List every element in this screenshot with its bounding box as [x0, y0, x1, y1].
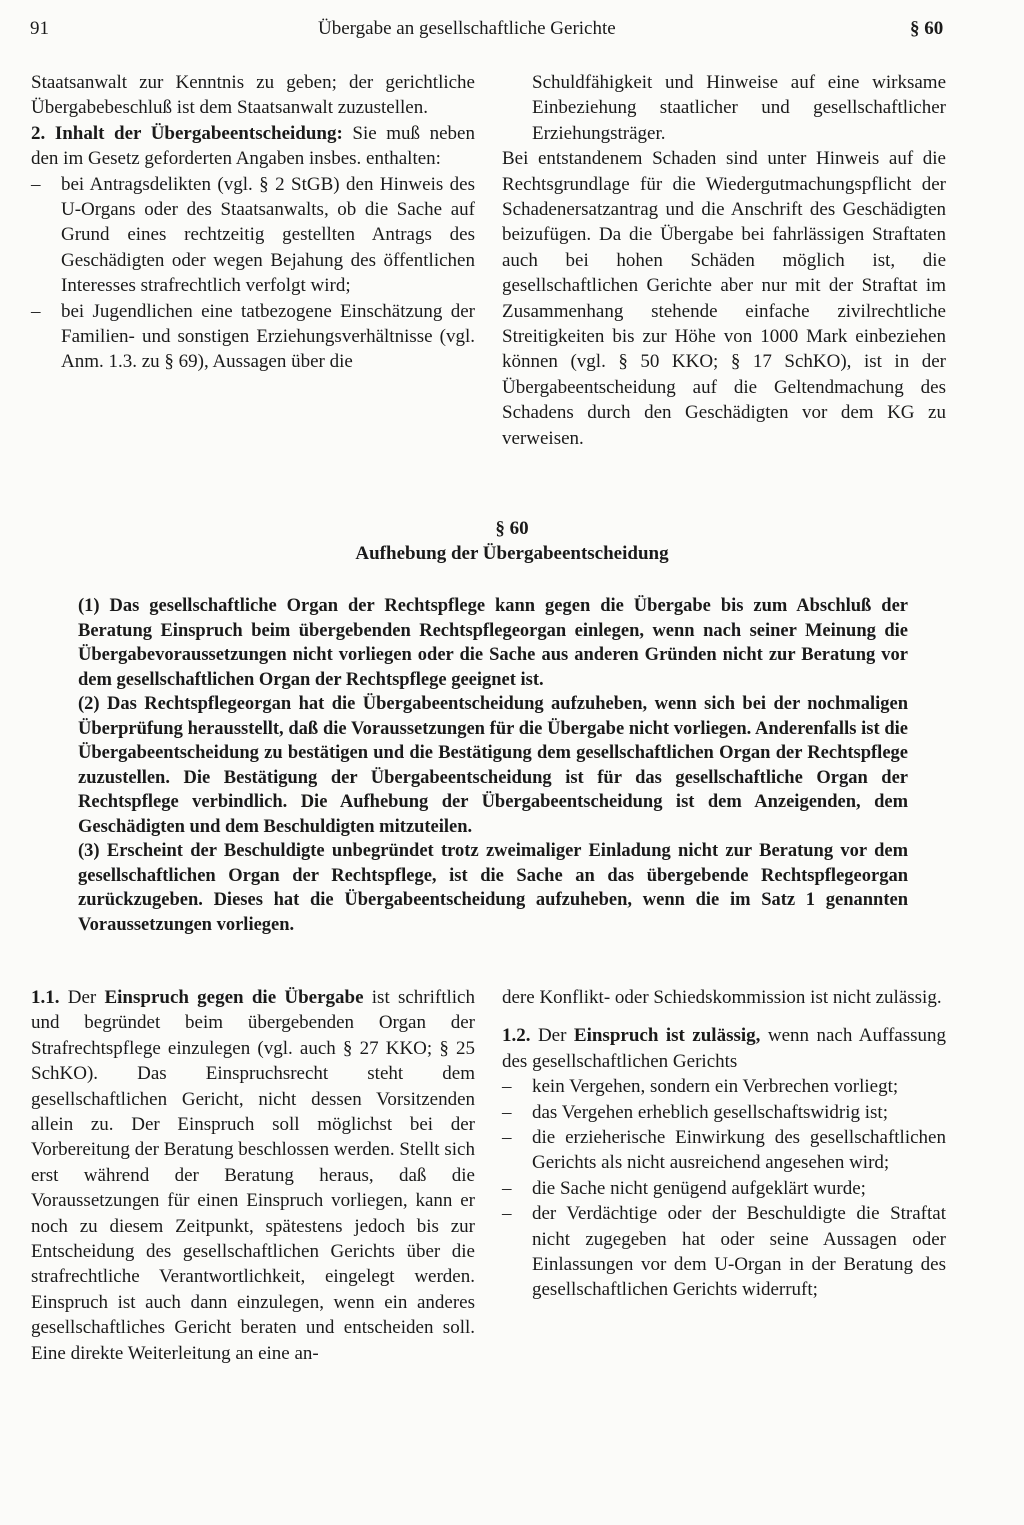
list-item — [502, 1176, 946, 1201]
dash-marker: – — [502, 1127, 512, 1149]
left-column-bottom — [31, 985, 475, 1366]
annotation-number: 1.1. — [31, 987, 60, 1008]
list-item — [502, 1125, 946, 1176]
page-header — [0, 18, 1024, 52]
paragraph — [31, 121, 475, 172]
dash-marker: – — [31, 300, 41, 322]
dash-marker: – — [502, 1203, 512, 1225]
right-column-top — [502, 70, 946, 451]
list-item-text: bei Antragsdelikten (vgl. § 2 StGB) den Hinweis des U-Organs oder des Staatsanwalts, ob die Sache auf Grund eines rechtzeitig gestellten Antrags des Geschädigten oder wegen Bejahung des öffentlichen Interesses strafrechtlich verfolgt wird; — [61, 173, 475, 297]
dash-marker: – — [502, 1177, 512, 1199]
section-marker: § 60 — [910, 18, 944, 39]
law-paragraph-2: (2) Das Rechtspflegeorgan hat die Übergabeentscheidung aufzuheben, wenn sich bei der nochmaligen Überprüfung herausstellt, daß die Voraussetzungen für die Übergabe nicht vorliegen. Anderenfalls ist die Übergabeentscheidung zu bestätigen und die Bestätigung dem gesellschaftlichen Organ der Rechtspflege zuzustellen. Die Bestätigung der Übergabeentscheidung ist für das gesellschaftliche Organ der Rechtspflege verbindlich. Die Aufhebung der Übergabeentscheidung ist dem Anzeigenden, dem Geschädigten und dem Beschuldigten mitzuteilen. — [78, 694, 908, 837]
list-item — [502, 1100, 946, 1125]
dash-marker: – — [502, 1076, 512, 1098]
law-section-number: § 60 — [495, 518, 529, 539]
annotation-1-2 — [502, 1023, 946, 1074]
law-paragraph-3: (3) Erscheint der Beschuldigte unbegründet trotz zweimaliger Einladung nicht zur Beratung vor dem gesellschaftlichen Organ der Rechtspflege, ist die Sache an das übergebende Rechtspflegeorgan zurückzugeben. Dieses hat die Übergabeentscheidung aufzuheben, wenn die im Satz 1 genannten Voraussetzungen vorliegen. — [78, 841, 908, 935]
list-item-text: die erzieherische Einwirkung des gesellschaftlichen Gerichts als nicht ausreichend angesehen wird; — [532, 1127, 946, 1174]
law-section-title: Aufhebung der Übergabeentscheidung — [355, 543, 669, 564]
paragraph: Schuldfähigkeit und Hinweise auf eine wirksame Einbeziehung staatlicher und gesellschaftlicher Erziehungsträger. — [532, 72, 946, 144]
annotation-text: wenn nach Auffassung des gesellschaftlichen Gerichts — [502, 1025, 947, 1072]
running-title: Übergabe an gesellschaftliche Gerichte — [318, 18, 616, 39]
annotation-text: Der — [59, 987, 105, 1008]
annotation-number: 1.2. — [502, 1025, 531, 1047]
list-item-text: bei Jugendlichen eine tatbezogene Einschätzung der Familien- und sonstigen Erziehungsverhältnisse (vgl. Anm. 1.3. zu § 69), Aussagen über die — [61, 300, 475, 373]
page-number: 91 — [30, 18, 49, 39]
annotation-text: ist schriftlich und begründet beim übergebenden Organ der Strafrechtspflege einzulegen (vgl. auch § 27 KKO; § 25 SchKO). Das Einspruchsrecht steht dem gesellschaftlichen Gericht, nicht dessen Vorsitzenden allein zu. Der Einspruch soll möglichst bei der Vorbereitung der Beratung beschlossen werden. Stellt sich erst während der Beratung heraus, daß die Voraussetzungen für einen Einspruch vorliegen, kann er noch zu diesem Zeitpunkt, spätestens jedoch bis zur Entscheidung des gesellschaftlichen Gerichts über die strafrechtliche Verantwortlichkeit, eingelegt werden. Einspruch ist auch dann einzulegen, wenn ein anderes gesellschaftliches Gericht beraten und entscheiden soll. Eine direkte Weiterleitung an eine an- — [31, 987, 475, 1364]
list-item-text: das Vergehen erheblich gesellschaftswidrig ist; — [532, 1101, 888, 1123]
list-item-text: der Verdächtige oder der Beschuldigte die Straftat nicht zugegeben hat oder seine Aussagen oder Einlassungen vor dem U-Organ in der Beratung des gesellschaftlichen Gerichts widerruft; — [532, 1203, 946, 1301]
dash-marker: – — [502, 1101, 512, 1123]
bold-heading: 2. Inhalt der Übergabeentscheidung: — [31, 122, 343, 144]
list-item-text: die Sache nicht genügend aufgeklärt wurde; — [532, 1177, 866, 1199]
list-item — [502, 1201, 946, 1303]
paragraph: Bei entstandenem Schaden sind unter Hinweis auf die Rechtsgrundlage für die Wiedergutmachungspflicht der Schadenersatzantrag und die Anschrift des Geschädigten beizufügen. Da die Übergabe bei fahrlässigen Straftaten auch bei hohen Schäden möglich ist, die gesellschaftlichen Gerichte aber nur mit der Straftat im Zusammenhang stehende einfache zivilrechtliche Streitigkeiten bis zur Höhe von 1000 Mark einbeziehen können (vgl. § 50 KKO; § 17 SchKO), ist in der Übergabeentscheidung auf die Geltendmachung des Schadens durch den Geschädigten vor dem KG zu verweisen. — [502, 148, 946, 449]
list-item — [502, 1074, 946, 1099]
annotation-keyword: Einspruch ist zulässig, — [573, 1025, 761, 1047]
annotation-1-1 — [31, 985, 475, 1366]
list-item — [31, 172, 475, 299]
annotation-keyword: Einspruch gegen die Übergabe — [104, 987, 364, 1008]
paragraph: dere Konflikt- oder Schiedskommission ist nicht zulässig. — [502, 987, 942, 1008]
paragraph: Staatsanwalt zur Kenntnis zu geben; der gerichtliche Übergabebeschluß ist dem Staatsanwalt zuzustellen. — [31, 72, 475, 119]
dash-marker: – — [31, 173, 41, 195]
paragraph-text: Sie muß neben den im Gesetz geforderten Angaben insbes. enthalten: — [31, 122, 475, 170]
right-column-bottom — [502, 985, 946, 1303]
list-item-text: kein Vergehen, sondern ein Verbrechen vorliegt; — [532, 1076, 899, 1098]
law-paragraph-1: (1) Das gesellschaftliche Organ der Rechtspflege kann gegen die Übergabe bis zum Abschluß der Beratung Einspruch beim übergebenden Rechtspflegeorgan einlegen, wenn nach seiner Meinung die Übergabevoraussetzungen nicht vorliegen oder die Sache aus anderen Gründen nicht zur Beratung vor dem gesellschaftlichen Organ der Rechtspflege geeignet ist. — [78, 596, 908, 690]
annotation-text: Der — [530, 1025, 574, 1047]
list-item — [31, 299, 475, 375]
law-text — [78, 594, 908, 937]
left-column-top — [31, 70, 475, 375]
